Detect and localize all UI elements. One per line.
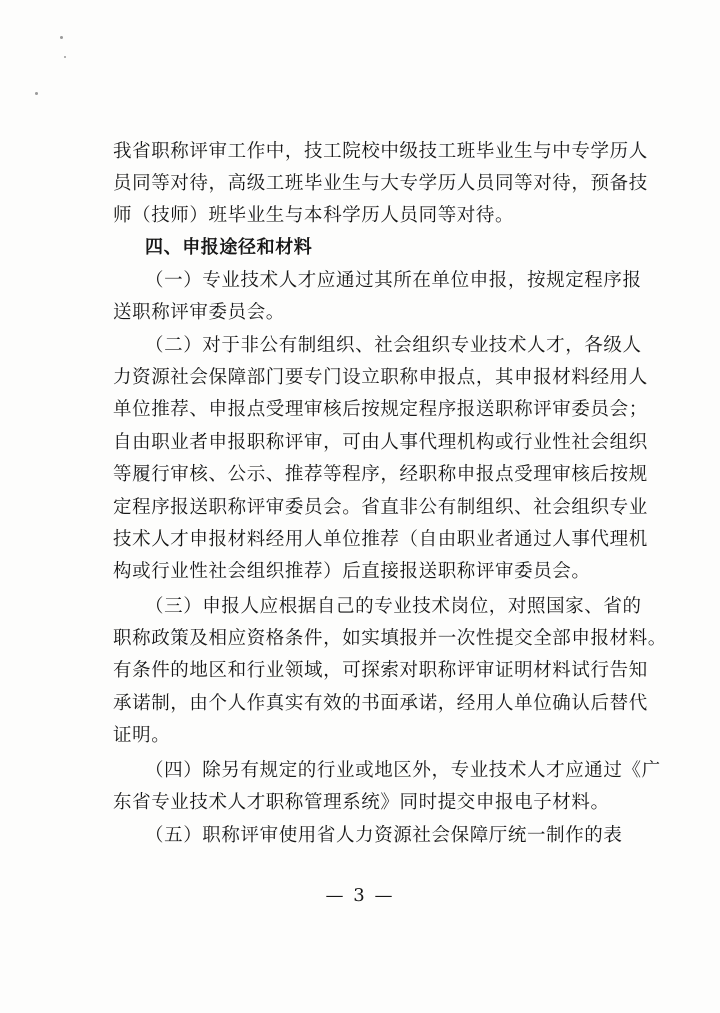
text-line: 有条件的地区和行业领域，可探索对职称评审证明材料试行告知 [113, 660, 648, 681]
text-line: 员同等对待，高级工班毕业生与大专学历人员同等对待，预备技 [113, 173, 648, 194]
page-number: — 3 — [325, 885, 395, 906]
section-heading: 四、申报途径和材料 [145, 237, 313, 258]
text-line: 单位推荐、申报点受理审核后按规定程序报送职称评审委员会； [113, 399, 648, 420]
text-line: 自由职业者申报职称评审，可由人事代理机构或行业性社会组织 [113, 432, 648, 453]
text-line: 技术人才申报材料经用人单位推荐（自由职业者通过人事代理机 [113, 529, 648, 550]
text-line: 承诺制，由个人作真实有效的书面承诺，经用人单位确认后替代 [113, 693, 648, 714]
text-line: 构或行业性社会组织推荐）后直接报送职称评审委员会。 [113, 561, 591, 582]
text-line: （三）申报人应根据自己的专业技术岗位，对照国家、省的 [145, 596, 642, 617]
scan-speck [60, 36, 63, 39]
text-line: （二）对于非公有制组织、社会组织专业技术人才，各级人 [145, 335, 642, 356]
text-line: （五）职称评审使用省人力资源社会保障厅统一制作的表 [145, 825, 623, 846]
text-line: 东省专业技术人才职称管理系统》同时提交申报电子材料。 [113, 792, 610, 813]
text-line: （四）除另有规定的行业或地区外，专业技术人才应通过《广 [145, 760, 661, 781]
text-line: 我省职称评审工作中，技工院校中级技工班毕业生与中专学历人 [113, 141, 648, 162]
scan-speck [35, 92, 38, 95]
text-line: 等履行审核、公示、推荐等程序，经职称申报点受理审核后按规 [113, 464, 648, 485]
text-line: 送职称评审委员会。 [113, 302, 285, 323]
scan-speck [64, 56, 66, 58]
text-line: 师（技师）班毕业生与本科学历人员同等对待。 [113, 205, 515, 226]
text-line: （一）专业技术人才应通过其所在单位申报，按规定程序报 [145, 270, 642, 291]
text-line: 力资源社会保障部门要专门设立职称申报点，其申报材料经用人 [113, 367, 648, 388]
text-line: 职称政策及相应资格条件，如实填报并一次性提交全部申报材料。 [113, 628, 667, 649]
text-line: 证明。 [113, 725, 171, 746]
text-line: 定程序报送职称评审委员会。省直非公有制组织、社会组织专业 [113, 497, 648, 518]
